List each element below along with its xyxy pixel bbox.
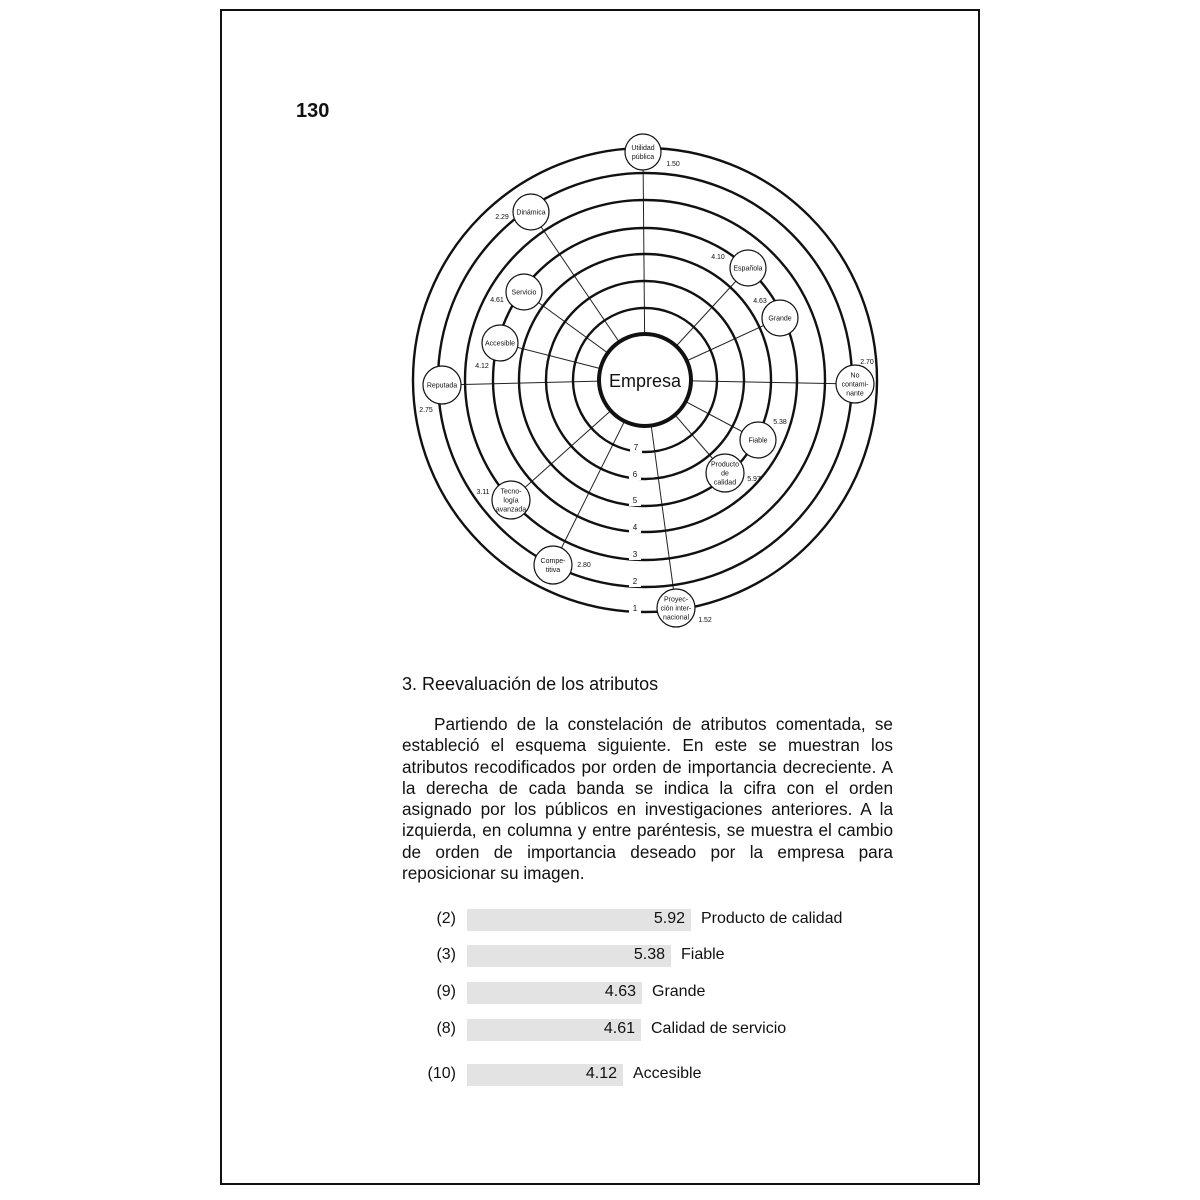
ranking-order: (9) (436, 983, 456, 1000)
attribute-value: 2.29 (495, 214, 509, 221)
ring-number: 3 (632, 550, 638, 559)
attribute-value: 2.70 (860, 359, 874, 366)
attribute-value: 1.52 (698, 617, 712, 624)
attribute-label: avanzada (495, 506, 527, 514)
attribute-label: nante (846, 390, 864, 398)
attribute-label: Proyec- (663, 596, 689, 604)
ranking-order: (3) (436, 946, 456, 963)
attribute-node (625, 134, 661, 170)
ring-number: 1 (632, 604, 638, 613)
attribute-label: de (721, 470, 729, 478)
section-heading: 3. Reevaluación de los atributos (402, 674, 659, 694)
attribute-label: Servicio (511, 289, 537, 297)
ranking-label: Accesible (633, 1065, 702, 1082)
attribute-label: Reputada (426, 382, 458, 390)
ranking-value: 5.92 (653, 910, 685, 927)
page-number: 130 (296, 100, 330, 122)
attribute-value: 4.10 (711, 254, 725, 261)
attribute-label: Grande (768, 315, 792, 323)
attribute-value: 4.61 (490, 297, 504, 304)
attribute-label: Accesible (485, 340, 515, 348)
ranking-bar (467, 945, 671, 967)
ranking-value: 4.63 (604, 983, 636, 1000)
attribute-value: 5.97 (747, 476, 761, 483)
attribute-label: pública (631, 154, 655, 161)
attribute-label: Dinámica (516, 209, 546, 217)
attribute-label: nacional (662, 614, 690, 622)
attribute-value: 1.50 (666, 161, 680, 168)
attribute-value: 5.38 (773, 419, 787, 426)
attribute-value: 4.63 (753, 298, 767, 305)
attribute-value: 2.80 (577, 562, 591, 569)
ranking-value: 4.61 (603, 1020, 635, 1037)
attribute-label: contami- (841, 381, 869, 389)
attribute-node (534, 546, 572, 584)
ranking-label: Fiable (681, 946, 725, 963)
ring-number: 6 (632, 470, 638, 479)
ranking-bar (467, 1064, 623, 1086)
attribute-value: 2.75 (419, 407, 433, 414)
attribute-label: logía (503, 497, 519, 505)
attribute-label: Utilidad (631, 145, 655, 152)
ranking-order: (8) (436, 1020, 456, 1037)
attribute-label: calidad (713, 479, 737, 487)
ranking-label: Calidad de servicio (651, 1020, 787, 1037)
attribute-label: titiva (545, 567, 561, 574)
ranking-value: 5.38 (633, 946, 665, 963)
attribute-label: Tecno- (500, 488, 522, 496)
ranking-order: (2) (436, 910, 456, 927)
attribute-label: Española (733, 265, 763, 273)
attribute-value: 3.11 (476, 489, 490, 496)
ranking-label: Grande (652, 983, 706, 1000)
attribute-label: No (850, 372, 860, 380)
attribute-constellation-diagram (400, 120, 900, 640)
ring-number: 4 (632, 523, 638, 532)
ranking-bar (467, 909, 691, 931)
ring-number: 7 (633, 443, 639, 452)
attribute-label: ción inter- (660, 605, 692, 613)
attribute-value: 4.12 (475, 363, 489, 370)
ranking-order: (10) (427, 1065, 456, 1082)
center-label: Empresa (608, 371, 682, 391)
attribute-label: Producto (710, 461, 740, 469)
ring-number: 5 (632, 496, 638, 505)
body-paragraph: Partiendo de la constelación de atributos comentada, se estableció el esquema siguiente. En este se muestran los atributos recodificados por orden de importancia decreciente. A la derecha de cada banda se indica la cifra con el orden asignado por los públicos en investigaciones anteriores. A la izquierda, en columna y entre paréntesis, se muestra el cambio de orden de importancia deseado por la empresa para reposicionar su imagen. (402, 714, 893, 884)
ranking-bar (467, 1019, 641, 1041)
ring-number: 2 (632, 577, 638, 586)
attribute-label: Fiable (748, 437, 768, 445)
ranking-bar (467, 982, 642, 1004)
ranking-value: 4.12 (585, 1065, 617, 1082)
ranking-label: Producto de calidad (701, 910, 843, 927)
attribute-label: Compe- (540, 558, 566, 565)
